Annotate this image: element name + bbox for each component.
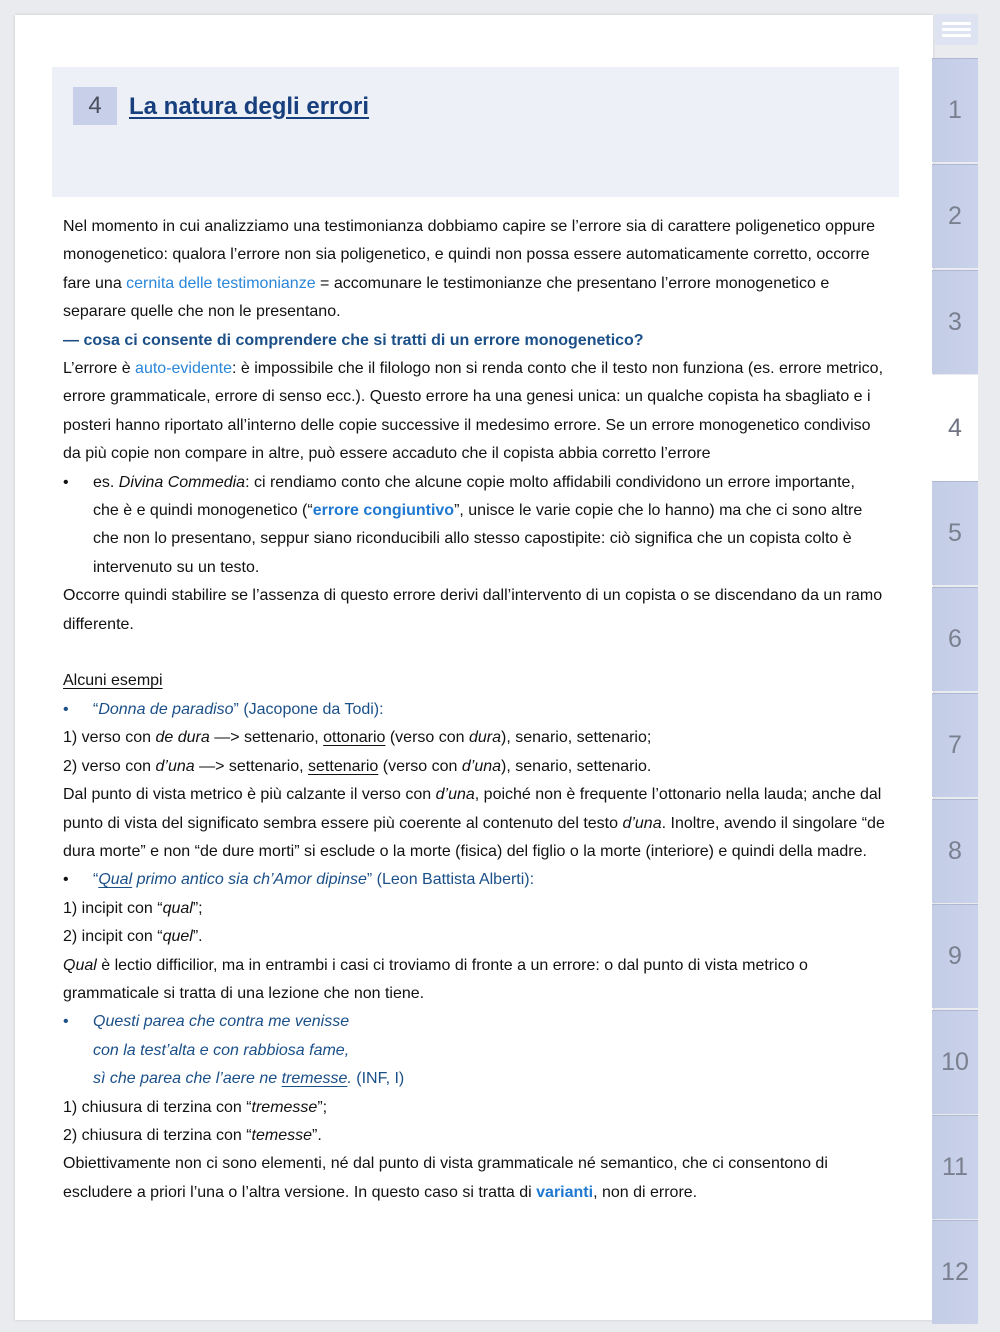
example-line: 2) verso con d’una —> settenario, settenario (verso con d’una), senario, settenario. — [63, 757, 652, 775]
tab-3[interactable]: 3 — [932, 270, 978, 374]
bullet-icon: • — [63, 700, 69, 718]
tab-7[interactable]: 7 — [932, 693, 978, 797]
section-title: La natura degli errori — [129, 93, 370, 120]
example-line: 1) chiusura di terzina con “tremesse”; — [63, 1098, 328, 1116]
paragraph: Obiettivamente non ci sono elementi, né dal punto di vista grammaticale né semantico, che ci consentono di escludere a priori l’una o l’altra versione. In questo caso si tratta di varianti, non di errore. — [63, 1155, 828, 1201]
tab-6[interactable]: 6 — [932, 587, 978, 691]
bullet-icon: • — [63, 1013, 69, 1031]
paragraph: L’errore è auto-evidente: è impossibile che il filologo non si renda conto che il testo non funziona (es. errore metrico, errore grammaticale, errore di senso ecc.). Questo errore ha una genesi unica: un qualche copista ha sbagliato e i posteri hanno riportato all’interno delle copie successive il medesimo errore. Se un errore monogenetico condiviso da più copie non compare in altre, può essere accaduto che il copista abbia corretto l’errore — [63, 360, 884, 463]
example-verse: con la test’alta e con rabbiosa fame, — [93, 1041, 350, 1059]
example-verse: • Questi parea che contra me venisse — [63, 1008, 885, 1036]
paragraph: Qual è lectio difficilior, ma in entrambi i casi ci troviamo di fronte a un errore: o dal punto di vista metrico o grammaticale si tratta di una lezione che non tiene. — [63, 956, 808, 1002]
menu-icon[interactable] — [935, 14, 978, 45]
tab-12[interactable]: 12 — [932, 1220, 978, 1324]
examples-heading: Alcuni esempi — [63, 672, 163, 690]
term-link: cernita delle testimonianze — [126, 274, 316, 292]
term-highlight: errore congiuntivo — [312, 502, 455, 520]
term-link: auto-evidente — [135, 360, 233, 378]
tab-11[interactable]: 11 — [932, 1115, 978, 1219]
tab-1[interactable]: 1 — [932, 58, 978, 162]
tab-5[interactable]: 5 — [932, 481, 978, 585]
paragraph: Dal punto di vista metrico è più calzante il verso con d’una, poiché non è frequente l’ottonario nella lauda; anche dal punto di vista del significato sembra essere più coerente al contenuto del testo d’una. Inoltre, avendo il singolare “de dura morte” e non “de dure morti” si esclude o la morte (fisica) del figlio o la morte (interiore) e quindi della madre. — [63, 786, 885, 860]
example-line: 2) incipit con “quel”. — [63, 928, 203, 946]
question-heading: — cosa ci consente di comprendere che si tratti di un errore monogenetico? — [63, 331, 644, 349]
document-page — [15, 15, 933, 1320]
example-verse: sì che parea che l’aere ne tremesse. (INF, I) — [93, 1070, 405, 1088]
tab-2[interactable]: 2 — [932, 164, 978, 268]
example-line: 1) verso con de dura —> settenario, ottonario (verso con dura), senario, settenario; — [63, 729, 652, 747]
section-number: 4 — [73, 87, 117, 125]
paragraph: Occorre quindi stabilire se l’assenza di questo errore derivi dall’intervento di un copista o se discendano da un ramo differente. — [63, 587, 883, 633]
tab-8[interactable]: 8 — [932, 799, 978, 903]
example-title: • “Qual primo antico sia ch’Amor dipinse” (Leon Battista Alberti): — [63, 866, 885, 894]
example-line: 1) incipit con “qual”; — [63, 899, 203, 917]
tab-9[interactable]: 9 — [932, 904, 978, 1008]
paragraph: Nel momento in cui analizziamo una testimonianza dobbiamo capire se l’errore sia di carattere poligenetico oppure monogenetico: qualora l’errore non sia poligenetico, e quindi non possa essere automaticamente corretto, occorre fare una cernita delle testimonianze = accomunare le testimonianze che presentano l’errore monogenetico e separare quelle che non le presentano. — [63, 218, 875, 321]
term-highlight: varianti — [536, 1183, 594, 1201]
section-header — [52, 67, 899, 197]
example-title: • “Donna de paradiso” (Jacopone da Todi): — [63, 696, 885, 724]
tab-4[interactable]: 4 — [932, 375, 978, 481]
bullet-icon: • — [63, 871, 69, 889]
document-body — [63, 213, 885, 1207]
tab-10[interactable]: 10 — [932, 1010, 978, 1114]
list-item: • es. Divina Commedia: ci rendiamo conto che alcune copie molto affidabili condividono un errore importante, che è e quindi monogenetico (“errore congiuntivo”, unisce le varie copie che lo hanno) ma che ci sono altre che non lo presentano, seppur siano riconducibili allo stesso capostipite: ciò significa che un copista colto è intervenuto su un testo. — [63, 469, 885, 583]
example-line: 2) chiusura di terzina con “temesse”. — [63, 1126, 322, 1144]
bullet-icon: • — [63, 473, 69, 491]
